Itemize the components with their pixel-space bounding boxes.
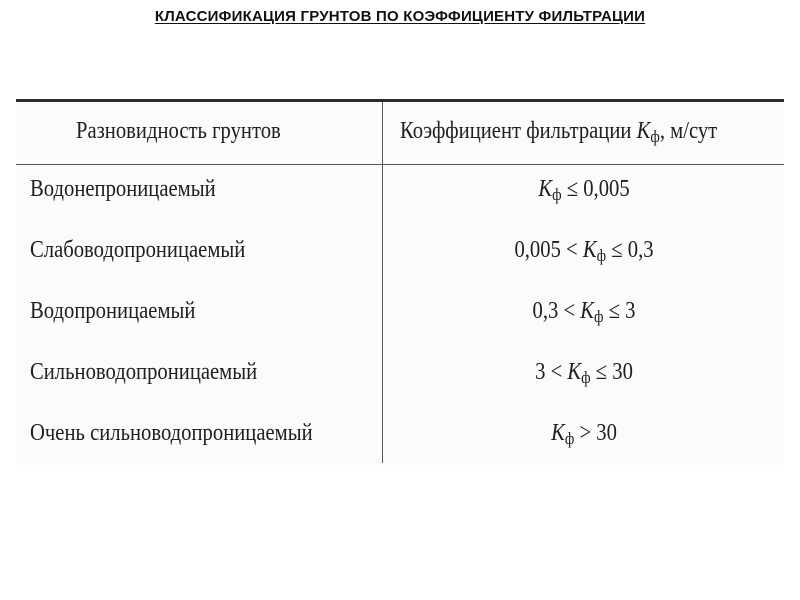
row-name: Слабоводопроницаемый: [30, 237, 246, 263]
k-letter: K: [551, 420, 565, 446]
value-after: ≤ 0,005: [561, 176, 630, 202]
value-after: ≤ 0,3: [606, 237, 654, 263]
row-value: [533, 296, 636, 332]
header-coefficient-text: Коэффициент фильтрации: [400, 118, 637, 144]
filtration-table: [16, 99, 784, 467]
k-subscript: ф: [581, 368, 591, 387]
header-k-subscript: ф: [650, 127, 660, 146]
k-letter: K: [580, 298, 595, 324]
row-name: Сильноводопроницаемый: [30, 359, 258, 385]
k-subscript: ф: [564, 429, 575, 448]
row-value: [538, 174, 629, 210]
value-after: > 30: [574, 420, 617, 446]
k-symbol: [567, 359, 590, 385]
table-bottom-edge: [16, 463, 784, 467]
row-name: Водонепроницаемый: [30, 176, 216, 202]
header-divider: [16, 164, 784, 165]
value-after: ≤ 3: [603, 298, 636, 324]
k-letter: K: [538, 176, 553, 202]
row-name: Очень сильноводопроницаемый: [30, 420, 313, 446]
k-symbol: [583, 237, 606, 263]
k-subscript: ф: [594, 307, 604, 326]
header-coefficient: [400, 116, 717, 152]
slide-title: КЛАССИФИКАЦИЯ ГРУНТОВ ПО КОЭФФИЦИЕНТУ ФИЛЬТРАЦИИ: [154, 8, 646, 25]
column-divider: [382, 102, 383, 467]
k-symbol: [551, 420, 574, 446]
row-value: [535, 357, 633, 393]
value-after: ≤ 30: [590, 359, 633, 385]
k-subscript: ф: [552, 185, 562, 204]
value-before: 0,3 <: [532, 298, 581, 324]
value-before: 3 <: [535, 359, 568, 385]
k-symbol: [538, 176, 561, 202]
header-coefficient-unit: , м/сут: [659, 118, 718, 144]
k-letter: K: [582, 237, 597, 263]
value-before: 0,005 <: [514, 237, 583, 263]
k-symbol: [580, 298, 603, 324]
k-subscript: ф: [596, 246, 607, 265]
k-letter: K: [567, 359, 582, 385]
header-k-letter: K: [636, 118, 651, 144]
header-k-symbol: [637, 118, 660, 144]
header-soil-type: Разновидность грунтов: [76, 118, 281, 144]
row-value: [514, 235, 653, 271]
row-name: Водопроницаемый: [30, 298, 196, 324]
row-value: [551, 418, 617, 454]
